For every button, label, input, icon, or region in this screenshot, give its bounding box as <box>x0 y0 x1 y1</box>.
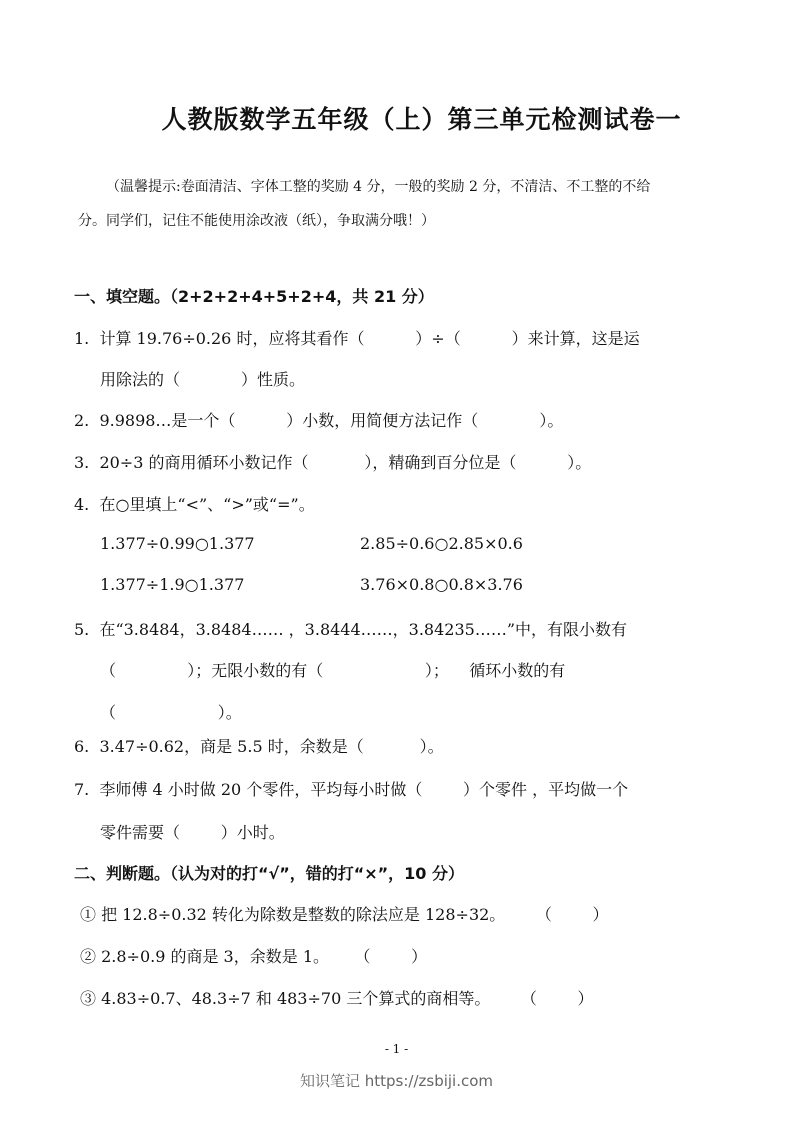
question-7b: 零件需要（ ）小时。 <box>100 823 285 842</box>
judge-1: ① 把 12.8÷0.32 转化为除数是整数的除法应是 128÷32。 （ ） <box>80 905 609 924</box>
question-7a: 7. 李师傅 4 小时做 20 个零件，平均每小时做（ ）个零件 ，平均做一个 <box>74 780 629 799</box>
tip-line-1: （温馨提示:卷面清洁、字体工整的奖励 4 分，一般的奖励 2 分，不清洁、不工整的不给 <box>106 179 651 195</box>
question-2: 2. 9.9898…是一个（ ）小数，用简便方法记作（ ）。 <box>74 411 564 430</box>
question-5c: （ ）。 <box>100 703 242 722</box>
judge-2: ② 2.8÷0.9 的商是 3，余数是 1。 （ ） <box>80 947 428 966</box>
question-4-r1c1: 1.377÷0.99○1.377 <box>100 534 255 553</box>
tip-text <box>78 170 728 238</box>
page-title: 人教版数学五年级（上）第三单元检测试卷一 <box>161 105 682 134</box>
question-1a: 1. 计算 19.76÷0.26 时，应将其看作（ ）÷（ ）来计算，这是运 <box>74 329 640 348</box>
watermark-link[interactable]: 知识笔记 https://zsbiji.com <box>299 1072 494 1090</box>
question-5b: （ ）；无限小数的有（ ）； 循环小数的有 <box>100 661 566 680</box>
question-4-r2c1: 1.377÷1.9○1.377 <box>100 575 245 594</box>
page-number: - 1 - <box>384 1042 409 1056</box>
question-5a: 5. 在“3.8484，3.8484…… ，3.8444……，3.84235……”中，有限小数有 <box>74 620 628 639</box>
question-6: 6. 3.47÷0.62，商是 5.5 时，余数是（ ）。 <box>74 737 444 756</box>
section-1-heading: 一、填空题。（2+2+2+4+5+2+4，共 21 分） <box>74 287 434 306</box>
question-1b: 用除法的（ ）性质。 <box>100 370 306 389</box>
question-4: 4. 在○里填上“<”、“>”或“=”。 <box>74 495 315 514</box>
question-4-r2c2: 3.76×0.8○0.8×3.76 <box>360 575 523 594</box>
question-4-r1c2: 2.85÷0.6○2.85×0.6 <box>360 534 523 553</box>
section-2-heading: 二、判断题。（认为对的打“√”，错的打“×”，10 分） <box>74 864 464 883</box>
tip-line-2: 分。同学们，记住不能使用涂改液（纸），争取满分哦！） <box>78 213 435 229</box>
question-3: 3. 20÷3 的商用循环小数记作（ ），精确到百分位是（ ）。 <box>74 453 592 472</box>
judge-3: ③ 4.83÷0.7、48.3÷7 和 483÷70 三个算式的商相等。 （ ） <box>80 989 594 1008</box>
